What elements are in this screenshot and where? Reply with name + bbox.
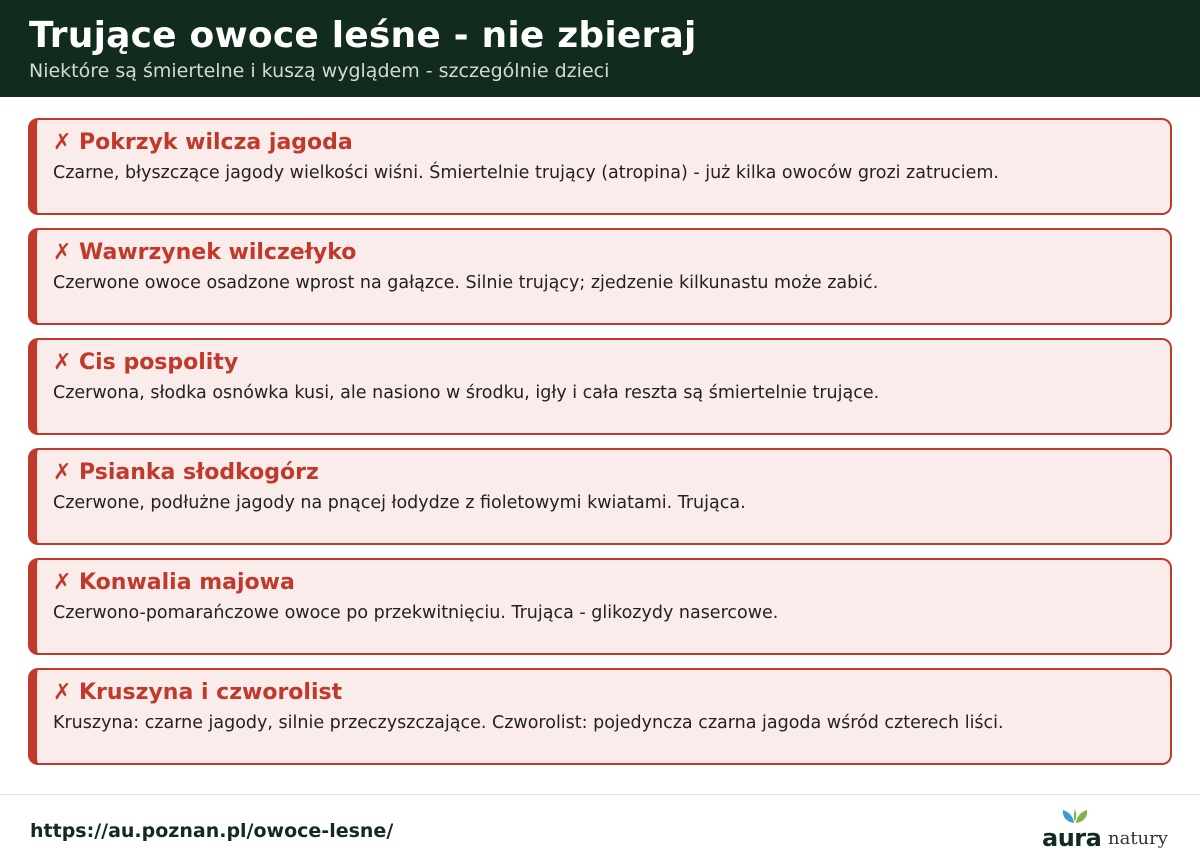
card-title — [53, 348, 1170, 378]
card-description: Czerwone owoce osadzone wprost na gałązce. Silnie trujący; zjedzenie kilkunastu może zabić. — [53, 273, 879, 293]
warning-card — [28, 118, 1172, 215]
cross-mark-icon: ✗ — [53, 680, 72, 705]
card-title — [53, 458, 1170, 488]
cross-mark-icon: ✗ — [53, 570, 72, 595]
card-title — [53, 678, 1170, 708]
warning-card-list — [28, 118, 1172, 778]
card-description: Kruszyna: czarne jagody, silnie przeczyszczające. Czworolist: pojedyncza czarna jagoda wśród czterech liści. — [53, 713, 1004, 733]
cross-mark-icon: ✗ — [53, 240, 72, 265]
card-description: Czerwona, słodka osnówka kusi, ale nasiono w środku, igły i cała reszta są śmiertelnie trujące. — [53, 383, 880, 403]
card-title-text: Kruszyna i czworolist — [79, 680, 343, 705]
card-title — [53, 238, 1170, 268]
page-subtitle: Niektóre są śmiertelne i kuszą wyglądem - szczególnie dzieci — [29, 60, 610, 82]
logo-word: aura — [1042, 824, 1102, 852]
card-description: Czerwone, podłużne jagody na pnącej łodydze z fioletowymi kwiatami. Trująca. — [53, 493, 746, 513]
cross-mark-icon: ✗ — [53, 460, 72, 485]
cross-mark-icon: ✗ — [53, 130, 72, 155]
card-title-text: Konwalia majowa — [79, 570, 295, 595]
card-title — [53, 568, 1170, 598]
warning-card — [28, 668, 1172, 765]
card-description: Czarne, błyszczące jagody wielkości wiśni. Śmiertelnie trujący (atropina) - już kilka owoców grozi zatruciem. — [53, 163, 999, 183]
card-title — [53, 128, 1170, 158]
source-link[interactable]: https://au.poznan.pl/owoce-lesne/ — [30, 820, 394, 842]
aura-natury-logo — [1040, 808, 1175, 852]
card-title-text: Cis pospolity — [79, 350, 239, 375]
logo-suffix: natury — [1108, 828, 1168, 849]
cross-mark-icon: ✗ — [53, 350, 72, 375]
card-title-text: Psianka słodkogórz — [79, 460, 319, 485]
footer-divider — [0, 794, 1200, 795]
warning-card — [28, 558, 1172, 655]
leaf-sprout-icon — [1060, 808, 1090, 824]
card-title-text: Pokrzyk wilcza jagoda — [79, 130, 353, 155]
card-title-text: Wawrzynek wilczełyko — [79, 240, 357, 265]
warning-card — [28, 448, 1172, 545]
header-banner — [0, 0, 1200, 97]
warning-card — [28, 338, 1172, 435]
card-description: Czerwono-pomarańczowe owoce po przekwitnięciu. Trująca - glikozydy nasercowe. — [53, 603, 779, 623]
page-title: Trujące owoce leśne - nie zbieraj — [29, 15, 697, 56]
warning-card — [28, 228, 1172, 325]
